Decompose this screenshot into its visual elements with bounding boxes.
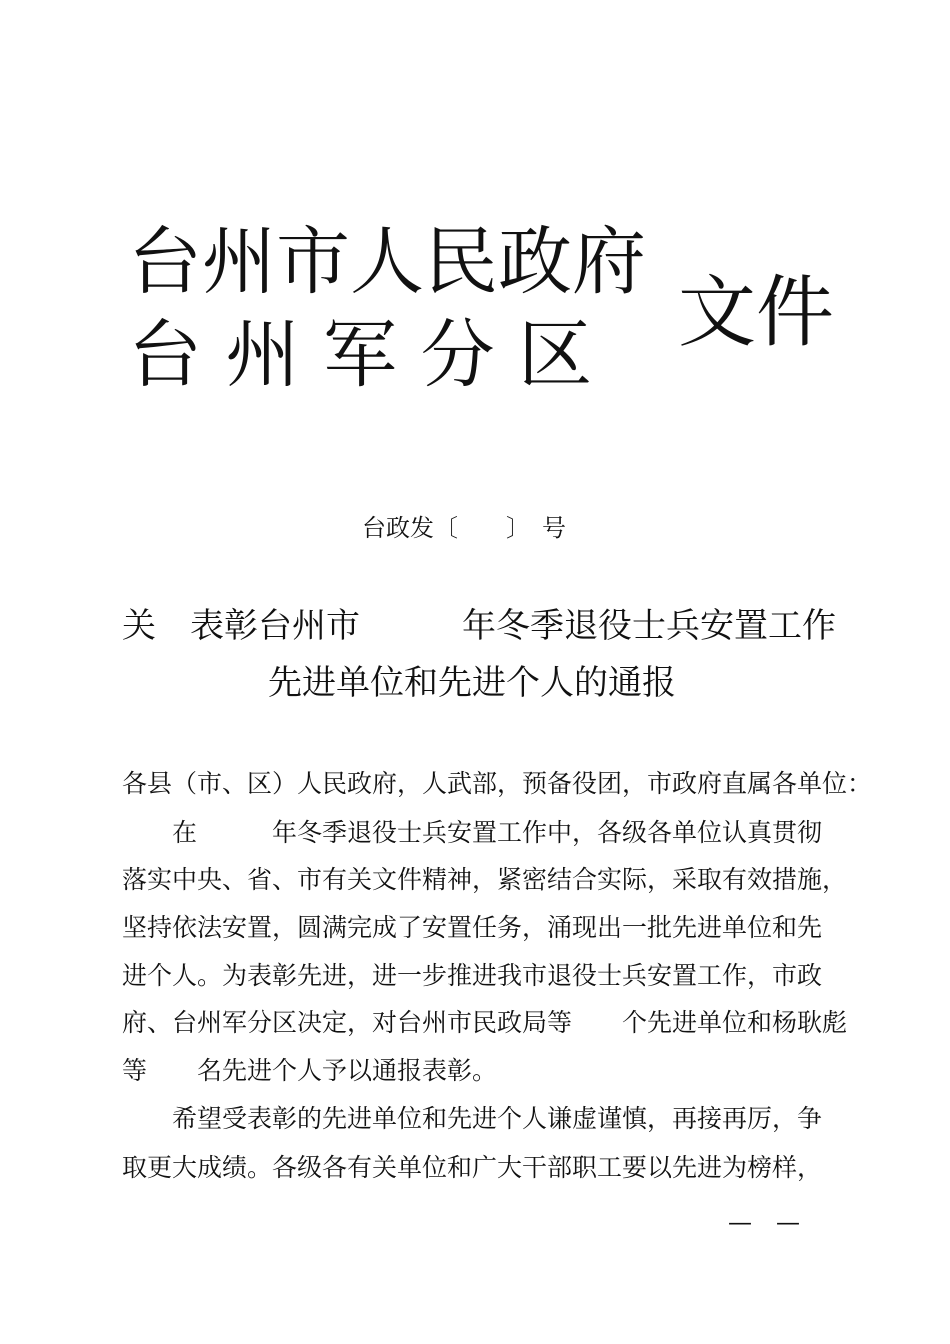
paragraph-2-line: 取更大成绩。各级各有关单位和广大干部职工要以先进为榜样，	[122, 1153, 823, 1182]
paragraph-2-line: 希望受表彰的先进单位和先进个人谦虚谨慎，再接再厉，争	[122, 1104, 823, 1133]
title-line-1: 关 表彰台州市 年冬季退役士兵安置工作	[122, 606, 836, 646]
paragraph-1-line: 在 年冬季退役士兵安置工作中，各级各单位认真贯彻	[122, 818, 823, 847]
page-number-marker: — —	[728, 1208, 800, 1236]
paragraph-1-line: 坚持依法安置，圆满完成了安置任务，涌现出一批先进单位和先	[122, 913, 823, 942]
title-line-2: 先进单位和先进个人的通报	[268, 663, 676, 703]
paragraph-1-line: 落实中央、省、市有关文件精神，紧密结合实际，采取有效措施，	[122, 865, 848, 894]
addressee-line: 各县（市、区）人民政府，人武部，预备役团，市政府直属各单位：	[122, 769, 873, 798]
paragraph-1-line: 等 名先进个人予以通报表彰。	[122, 1056, 498, 1085]
issuer-name-government: 台州市人民政府	[128, 219, 646, 305]
issuer-name-military: 台 州 军 分 区	[128, 312, 593, 398]
document-type-label: 文件	[678, 268, 835, 358]
paragraph-1-line: 府、台州军分区决定，对台州市民政局等 个先进单位和杨耿彪	[122, 1008, 848, 1037]
paragraph-1-line: 进个人。为表彰先进，进一步推进我市退役士兵安置工作，市政	[122, 961, 823, 990]
document-number: 台政发〔 〕 号	[362, 514, 566, 542]
